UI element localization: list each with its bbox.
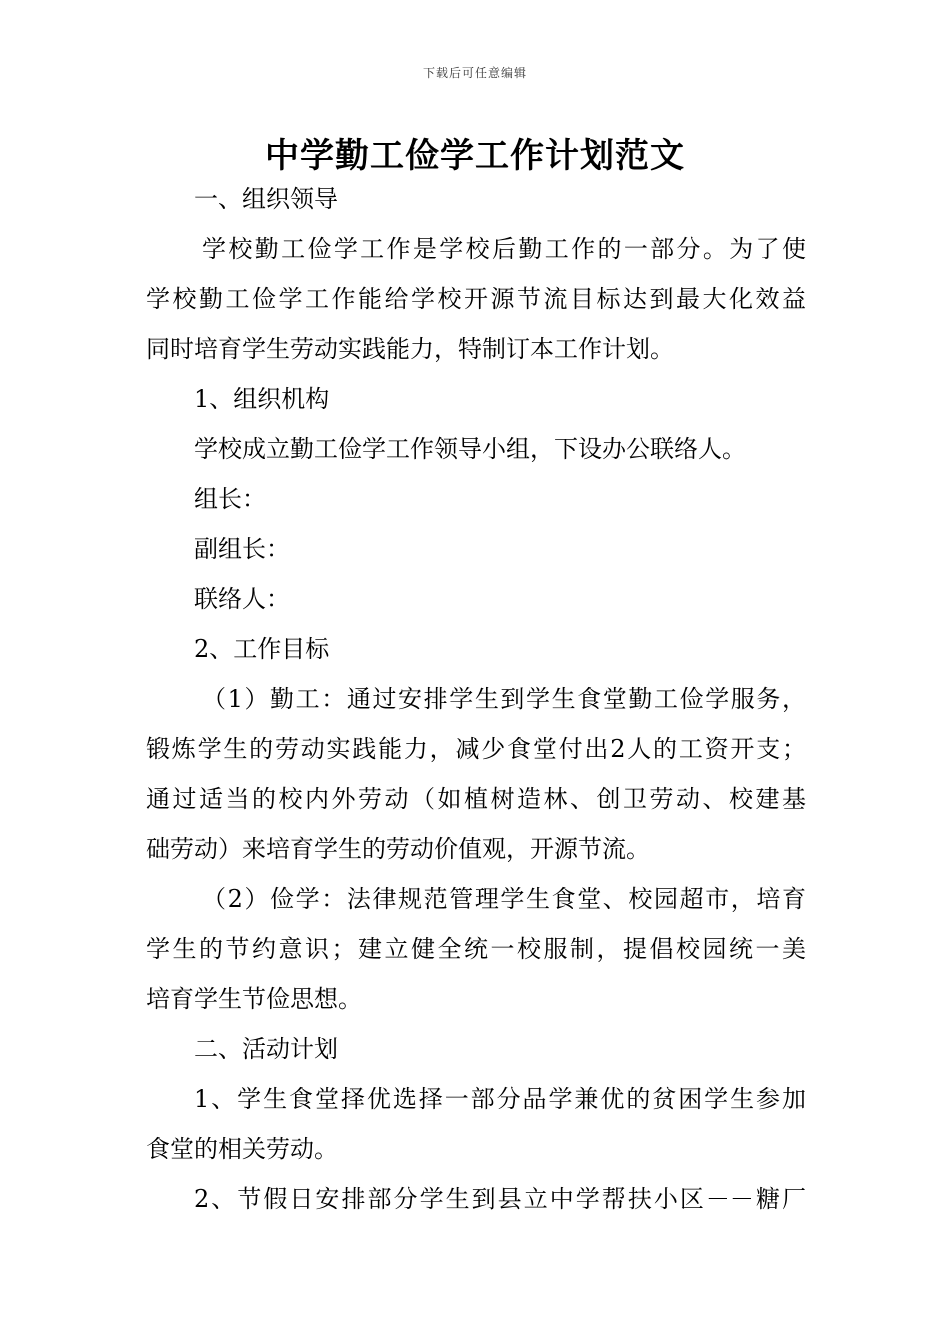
paragraph-line: 学校成立勤工俭学工作领导小组，下设办公联络人。 — [194, 435, 746, 463]
paragraph-line: 础劳动）来培育学生的劳动价值观，开源节流。 — [146, 835, 650, 863]
paragraph-line: 食堂的相关劳动。 — [146, 1135, 338, 1163]
role-deputy-leader-label: 副组长： — [194, 535, 290, 563]
paragraph-line: 培育学生节俭思想。 — [146, 985, 362, 1013]
paragraph-line: 通过适当的校内外劳动（如植树造林、创卫劳动、校建基 — [146, 785, 806, 813]
paragraph-line: 同时培育学生劳动实践能力，特制订本工作计划。 — [146, 335, 674, 363]
section-heading-activity-plan: 二、活动计划 — [194, 1035, 338, 1063]
role-leader-label: 组长： — [194, 485, 266, 513]
paragraph-line: （2）俭学：法律规范管理学生食堂、校园超市，培育 — [202, 885, 806, 913]
subsection-heading-goals: 2、工作目标 — [194, 635, 330, 663]
paragraph-line: 学生的节约意识；建立健全统一校服制，提倡校园统一美 — [146, 935, 806, 963]
paragraph-line: 2、节假日安排部分学生到县立中学帮扶小区－－糖厂 — [194, 1185, 806, 1213]
paragraph-line: （1）勤工：通过安排学生到学生食堂勤工俭学服务， — [202, 685, 806, 713]
paragraph-line: 学校勤工俭学工作是学校后勤工作的一部分。为了使 — [202, 235, 806, 263]
paragraph-line: 锻炼学生的劳动实践能力，减少食堂付出2人的工资开支； — [146, 735, 806, 763]
role-contact-label: 联络人： — [194, 585, 290, 613]
header-note: 下载后可任意编辑 — [422, 66, 527, 80]
document-title: 中学勤工俭学工作计划范文 — [265, 136, 685, 176]
subsection-heading-structure: 1、组织机构 — [194, 385, 330, 413]
document-body — [146, 174, 806, 1224]
paragraph-line: 1、学生食堂择优选择一部分品学兼优的贫困学生参加 — [194, 1085, 806, 1113]
paragraph-line: 学校勤工俭学工作能给学校开源节流目标达到最大化效益 — [146, 285, 806, 313]
section-heading-organization: 一、组织领导 — [194, 185, 338, 213]
